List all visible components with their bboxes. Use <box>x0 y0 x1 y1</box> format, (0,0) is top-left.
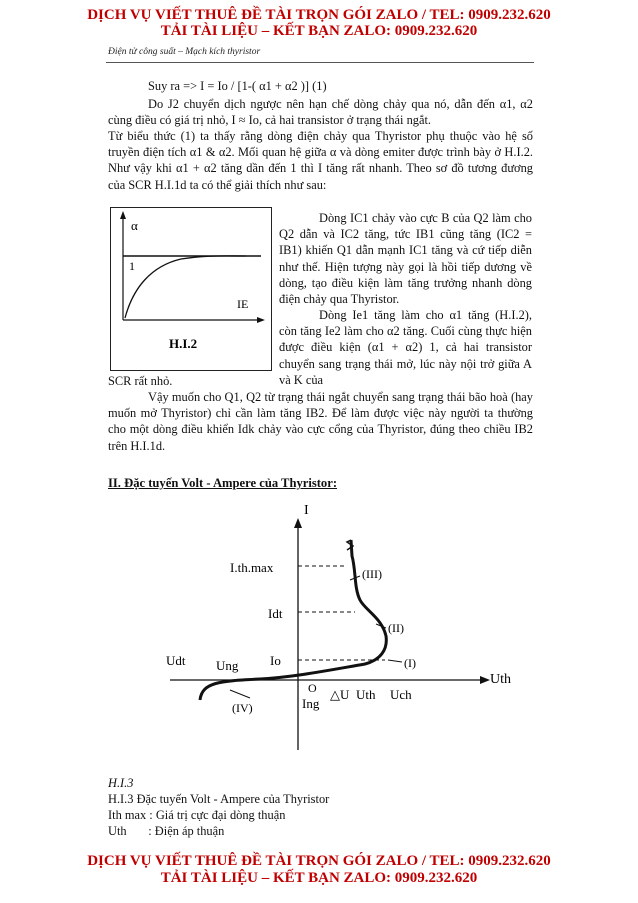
figure-hi2 <box>110 207 272 371</box>
footer-banner-line1 <box>0 852 638 870</box>
region-1-pointer <box>388 660 402 662</box>
footer-banner-contact: ZALO / TEL: 0909.232.620 <box>375 853 551 869</box>
header-banner-text: DỊCH VỤ VIẾT THUÊ ĐỀ TÀI TRỌN GÓI <box>87 7 376 23</box>
header-banner-contact: ZALO / TEL: 0909.232.620 <box>375 7 551 23</box>
paragraph-4: Dòng Ie1 tăng làm cho α1 tăng (H.I.2), còn tăng Ie2 làm cho α2 tăng. Cuối cùng thực hiện được điều kiện (α1 + α2) 1, cả hai transistor chuyển sang trạng thái mở, lúc này nội trở giữa A và K của <box>279 308 532 387</box>
alpha-curve-plot <box>111 208 271 370</box>
section-heading: II. Đặc tuyến Volt - Ampere của Thyristor: <box>108 476 338 490</box>
figure-label: H.I.3 <box>108 776 134 790</box>
i-axis-label: I <box>304 503 309 518</box>
paragraph-1: Do J2 chuyển dịch ngược nên hạn chế dòng chảy qua nó, dẫn đến α1, α2 cùng điều có giá trị nhỏ, I ≈ Io, cả hai transistor ở trạng thái ngắt. <box>108 97 533 128</box>
alpha-curve <box>125 256 249 318</box>
ung-label: Ung <box>216 658 239 673</box>
page-subtitle: Điện tử công suất – Mạch kích thyristor <box>108 47 261 57</box>
figure-caption-full: H.I.3 Đặc tuyến Volt - Ampere của Thyristor <box>108 792 330 806</box>
legend-ith-max: Ith max : Giá trị cực đại dòng thuận <box>108 808 286 822</box>
uch-label: Uch <box>390 687 412 702</box>
ie-label: IE <box>237 297 249 311</box>
paragraph-5: Vậy muốn cho Q1, Q2 từ trạng thái ngắt chuyển sang trạng thái bão hoà (hay muốn mở Thyristor) chỉ cần làm tăng IB2. Để làm được việc này người ta thường cho một dòng điều khiển Idk chảy vào cực cổng của Thyristor, đúng theo chiều IB2 trên H.I.1d. <box>108 390 533 453</box>
alpha-label: α <box>131 218 138 233</box>
uth-small-label: Uth <box>356 687 376 702</box>
figure-caption: H.I.2 <box>169 336 198 351</box>
origin-label: O <box>308 681 317 695</box>
footer-banner-line2: TẢI TÀI LIỆU – KẾT BẠN ZALO: 0909.232.620 <box>160 870 478 886</box>
header-divider <box>106 62 534 63</box>
one-label: 1 <box>129 259 135 273</box>
ith-max-label: I.th.max <box>230 560 274 575</box>
x-axis-arrow <box>257 317 265 323</box>
figure-hi3 <box>160 500 530 760</box>
idt-label: Idt <box>268 606 283 621</box>
legend-uth: Uth : Điện áp thuận <box>108 824 225 838</box>
header-banner-line2: TẢI TÀI LIỆU – KẾT BẠN ZALO: 0909.232.620 <box>160 23 478 39</box>
voltage-axis-arrow <box>480 676 490 684</box>
current-axis-arrow <box>294 518 302 528</box>
uth-axis-label: Uth <box>490 672 511 687</box>
equation-line: Suy ra => I = Io / [1-( α1 + α2 )] (1) <box>148 79 327 93</box>
paragraph-3: Dòng IC1 chảy vào cực B của Q2 làm cho Q2 dẫn và IC2 tăng, tức IB1 cũng tăng (IC2 = IB1) khiến Q1 dẫn mạnh IC1 tăng và cứ tiếp diễn như thế. Hiện tượng này gọi là hồi tiếp dương về dòng, tạo điều kiện làm tăng trưởng nhanh dòng điện chảy qua Thyristor. <box>279 211 532 307</box>
io-label: Io <box>270 653 281 668</box>
footer-banner-text: DỊCH VỤ VIẾT THUÊ ĐỀ TÀI TRỌN GÓI <box>87 853 376 869</box>
y-axis-arrow <box>120 211 126 219</box>
region-4-label: (IV) <box>232 701 253 715</box>
udt-label: Udt <box>166 653 186 668</box>
paragraph-4-end: SCR rất nhỏ. <box>108 374 173 388</box>
region-4-pointer <box>230 690 250 698</box>
paragraph-2: Từ biểu thức (1) ta thấy rằng dòng điện chảy qua Thyristor phụ thuộc vào hệ số truyền điện tích α1 & α2. Mối quan hệ giữa α và dòng emiter được trình bày ở H.I.2. Như vậy khi α1 + α2 tăng dần đến 1 thì I tăng rất nhanh. Theo sơ đồ tương đương của SCR H.I.1d ta có thể giải thích như sau: <box>108 129 533 192</box>
region-1-label: (I) <box>404 656 416 670</box>
ing-label: Ing <box>302 696 320 711</box>
region-3-label: (III) <box>362 567 382 581</box>
va-characteristic-curve <box>200 540 386 700</box>
delta-u-label: △U <box>330 687 350 702</box>
region-2-label: (II) <box>388 621 404 635</box>
